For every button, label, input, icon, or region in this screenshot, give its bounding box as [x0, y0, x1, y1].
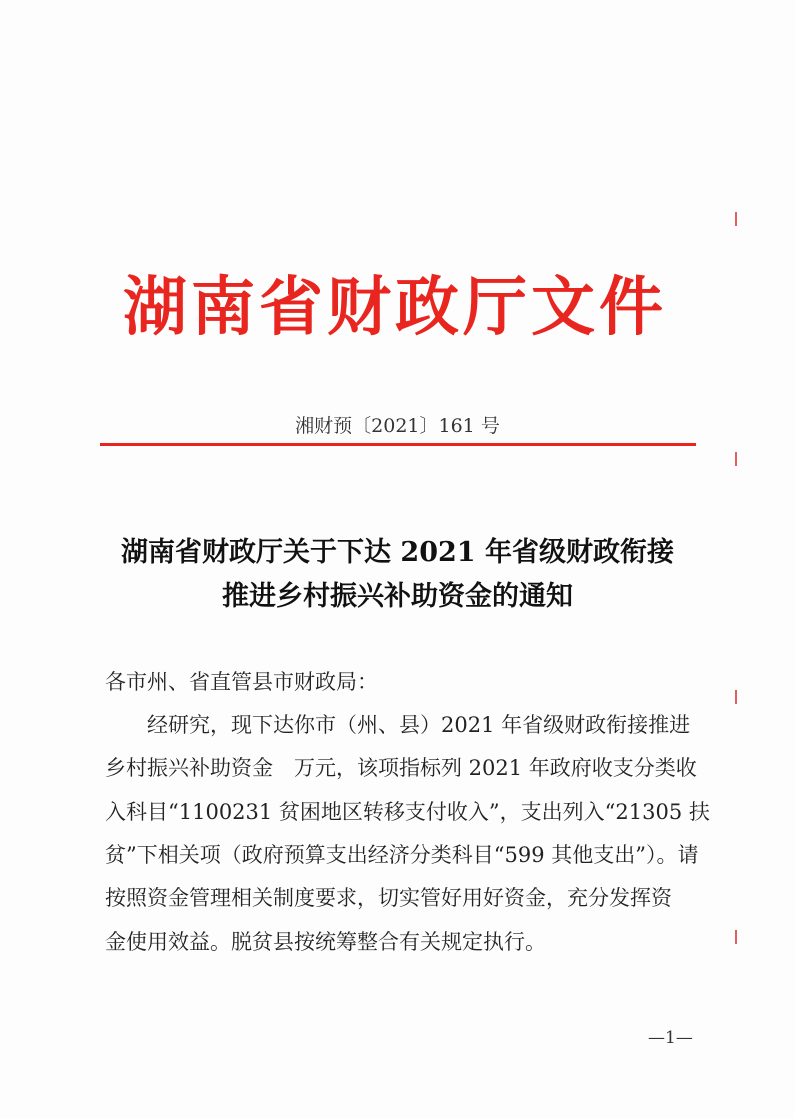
notice-heading-line-2: 推进乡村振兴补助资金的通知 — [222, 581, 573, 612]
salutation: 各市州、省直管县市财政局： — [105, 670, 378, 694]
red-divider — [100, 443, 696, 446]
scan-mark — [735, 212, 737, 226]
scan-mark — [735, 930, 737, 944]
body-line: 金使用效益。脱贫县按统筹整合有关规定执行。 — [105, 930, 546, 954]
body-line: 贫”下相关项（政府预算支出经济分类科目“599 其他支出”）。请 — [105, 843, 699, 867]
document-number: 湘财预〔2021〕161 号 — [295, 415, 500, 437]
scan-mark — [735, 690, 737, 704]
body-line: 按照资金管理相关制度要求，切实管好用好资金，充分发挥资 — [105, 886, 672, 910]
page-number: —1— — [648, 1028, 693, 1048]
body-line: 入科目“1100231 贫困地区转移支付收入”，支出列入“21305 扶 — [105, 800, 710, 824]
body-line: 经研究，现下达你市（州、县）2021 年省级财政衔接推进 — [105, 713, 691, 737]
scan-mark — [735, 452, 737, 466]
document-title: 湖南省财政厅文件 — [123, 271, 667, 345]
notice-heading-line-1: 湖南省财政厅关于下达 2021 年省级财政衔接 — [121, 537, 674, 568]
body-line: 乡村振兴补助资金 万元，该项指标列 2021 年政府收支分类收 — [105, 756, 697, 780]
